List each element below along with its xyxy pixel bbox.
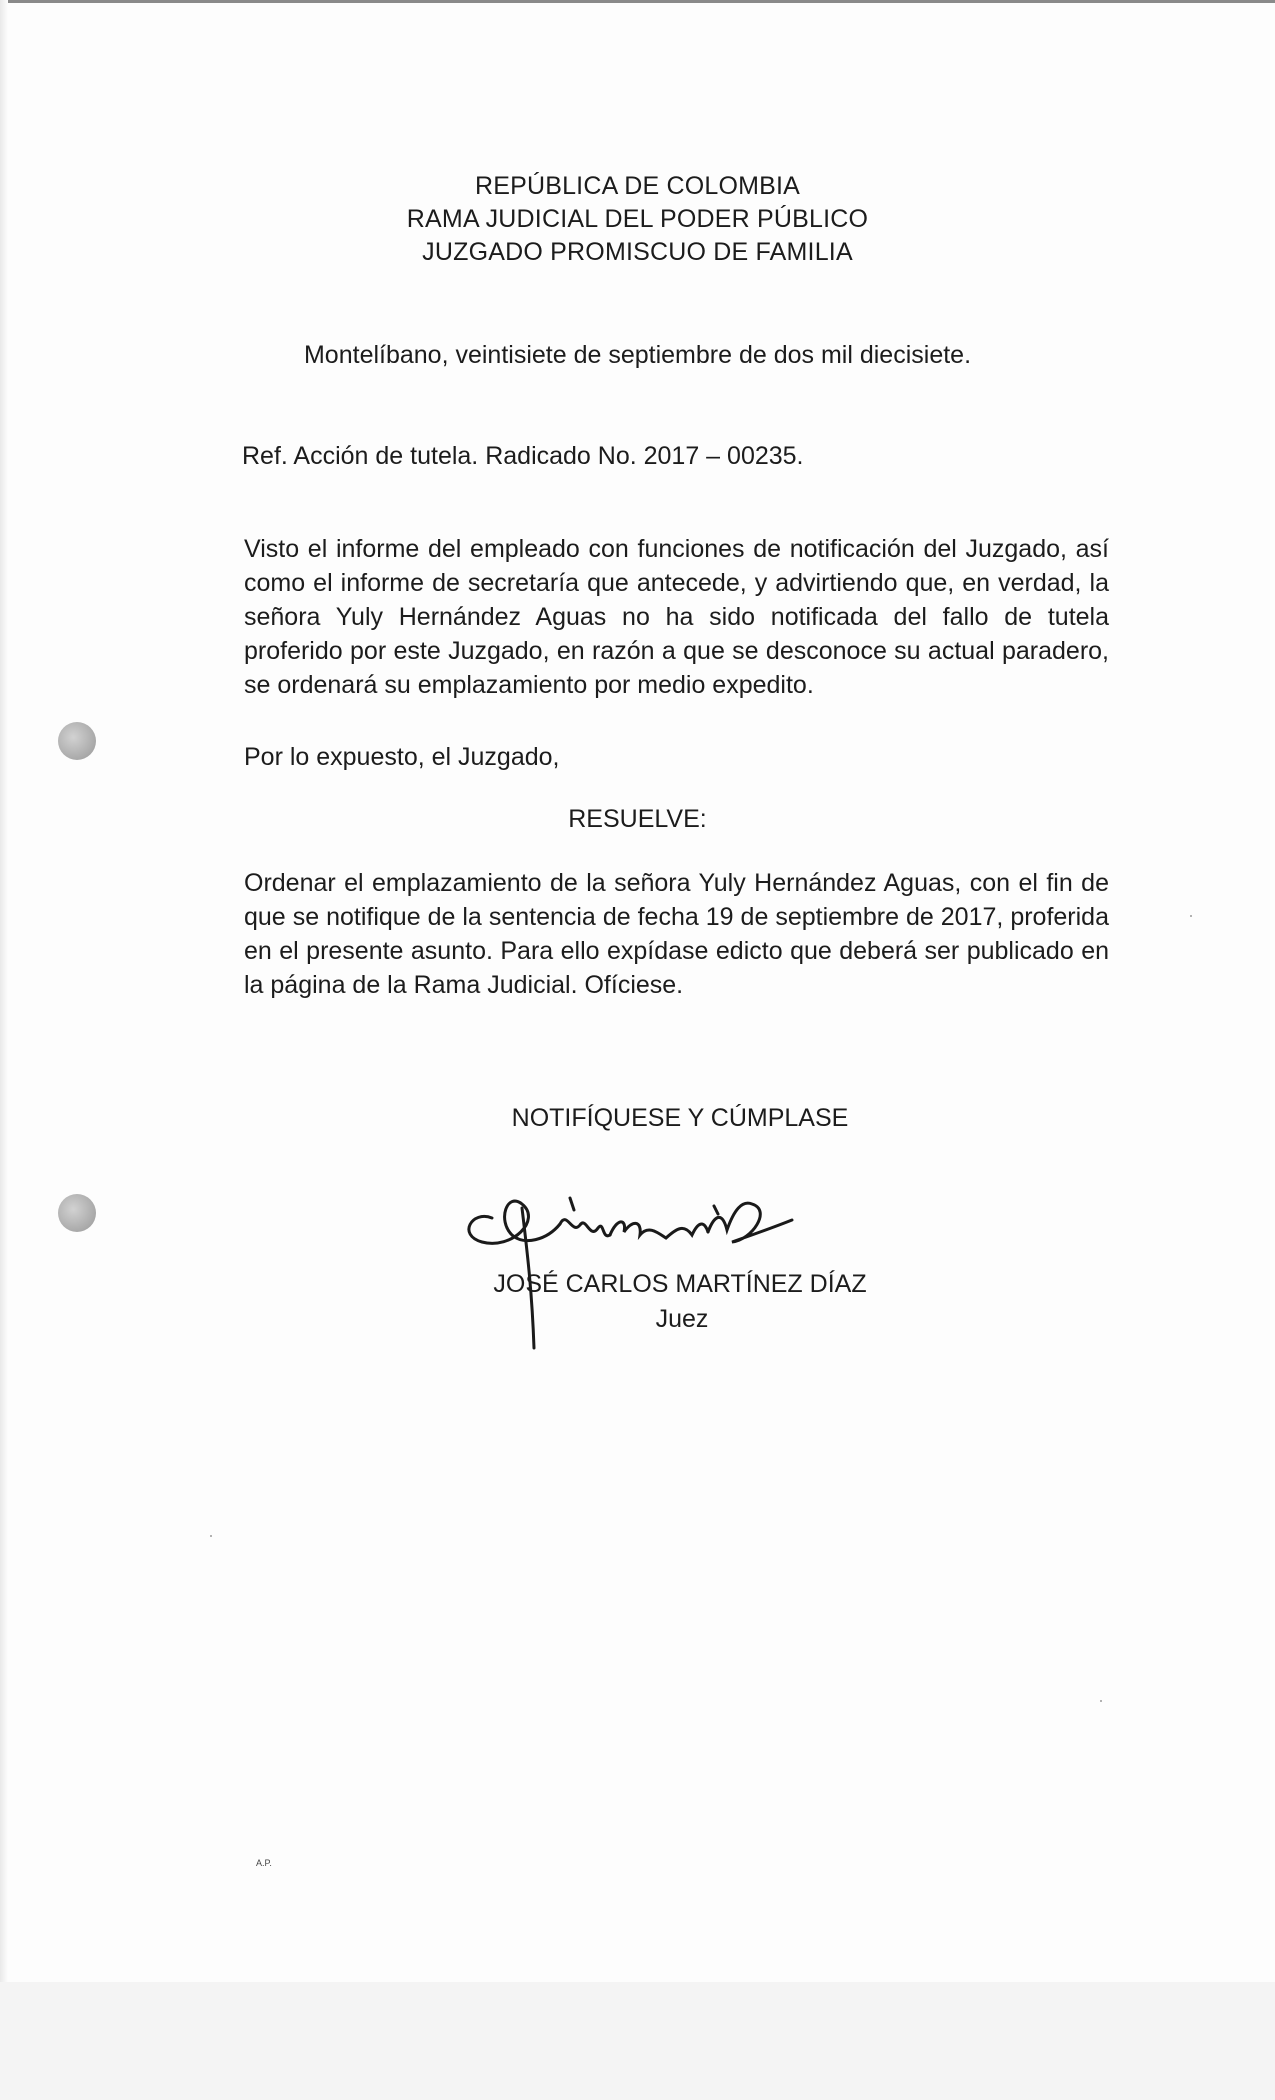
scan-left-edge [0,0,8,1982]
header-branch: RAMA JUDICIAL DEL PODER PÚBLICO [406,205,869,233]
header-court: JUZGADO PROMISCUO DE FAMILIA [422,238,853,266]
court-header [0,170,1275,269]
punch-hole-upper [58,722,96,760]
paragraph-order: Ordenar el emplazamiento de la señora Yuly Hernández Aguas, con el fin de que se notifique de la sentencia de fecha 19 de septiembre de 2017, proferida en el presente asunto. Para ello expídase edicto que deberá ser publicado en la página de la Rama Judicial. Ofíciese. [244,869,1109,999]
typist-initials: A.P. [256,1858,272,1868]
signer-role: Juez [655,1305,709,1333]
closing-formula: NOTIFÍQUESE Y CÚMPLASE [511,1104,849,1132]
scan-speck [1190,915,1192,917]
date-line: Montelíbano, veintisiete de septiembre de dos mil diecisiete. [303,341,972,369]
paragraph-considerations: Visto el informe del empleado con funciones de notificación del Juzgado, así como el informe de secretaría que antecede, y advirtiendo que, en verdad, la señora Yuly Hernández Aguas no ha sido notificada del fallo de tutela proferido por este Juzgado, en razón a que se desconoce su actual paradero, se ordenará su emplazamiento por medio expedito. [244,535,1109,699]
signer-name: JOSÉ CARLOS MARTÍNEZ DÍAZ [493,1270,867,1298]
resolution-heading: RESUELVE: [568,805,707,833]
scan-speck [210,1535,212,1537]
paragraph-transition: Por lo expuesto, el Juzgado, [244,743,560,771]
header-country: REPÚBLICA DE COLOMBIA [474,172,801,200]
punch-hole-lower [58,1194,96,1232]
scan-speck [1100,1700,1102,1702]
scan-top-edge [0,0,1275,3]
scan-bottom-margin [0,1982,1275,2100]
case-reference: Ref. Acción de tutela. Radicado No. 2017 – 00235. [242,442,804,470]
